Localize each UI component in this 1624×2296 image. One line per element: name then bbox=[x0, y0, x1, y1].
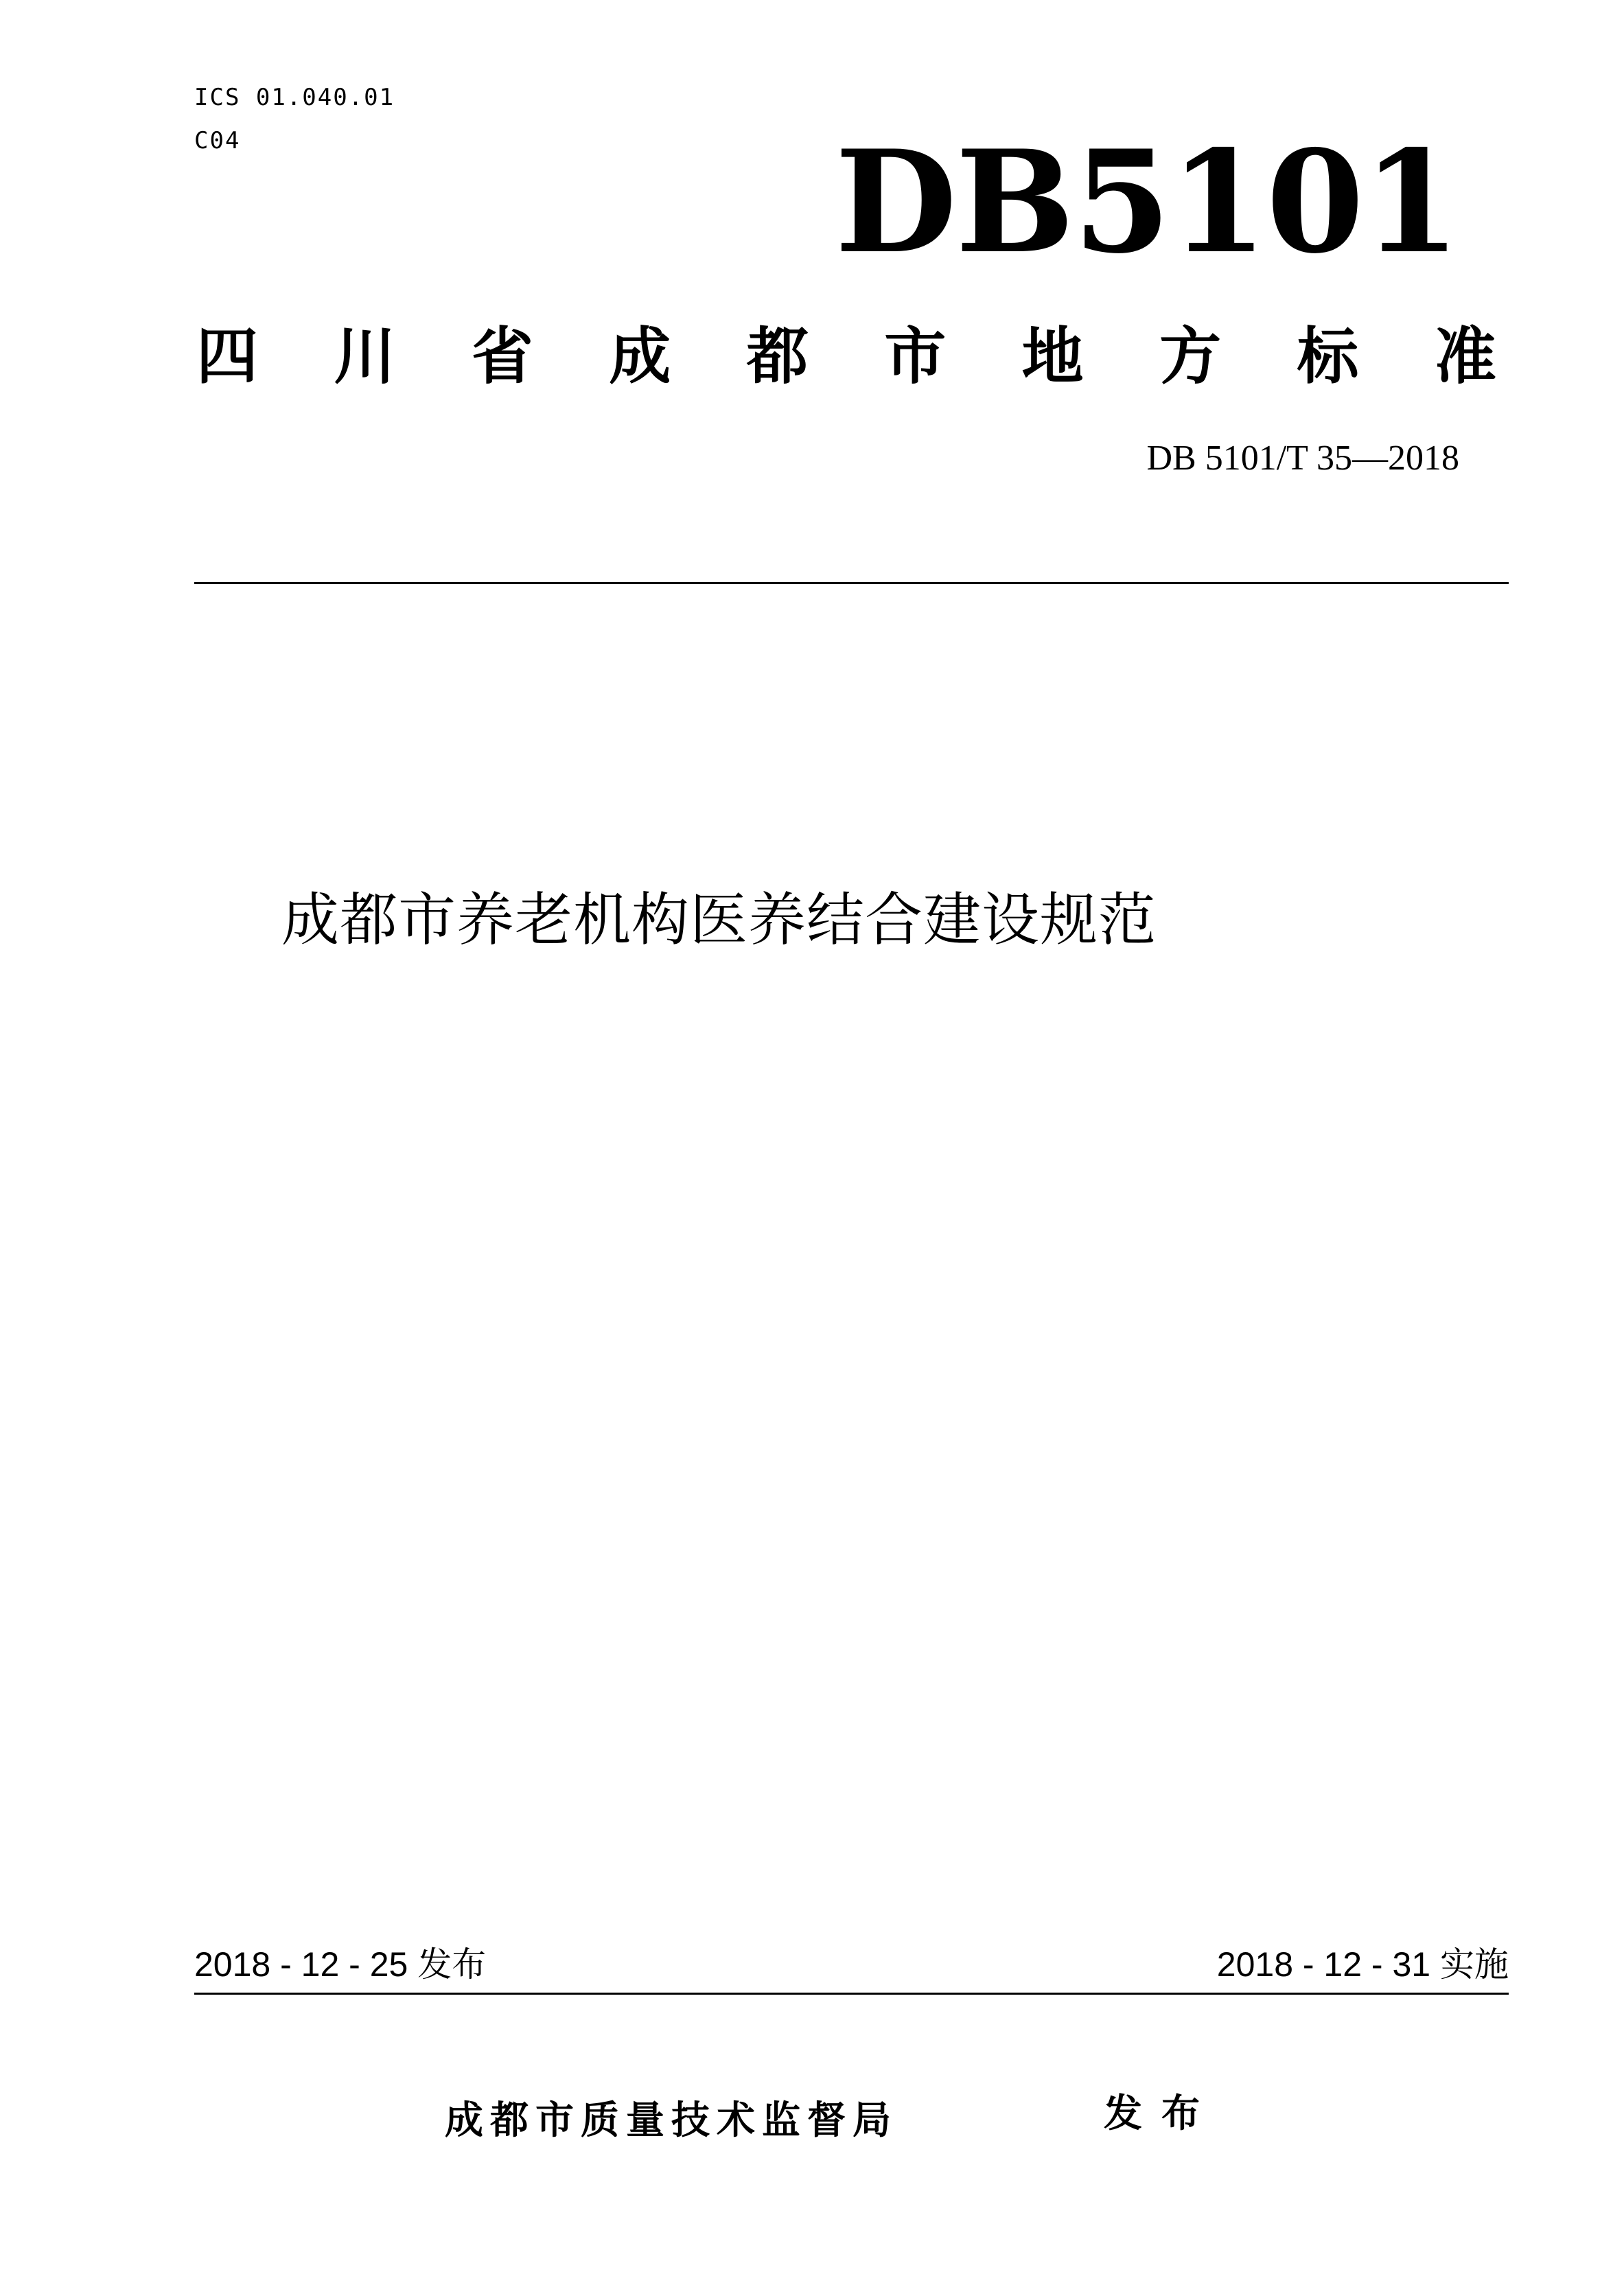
publish-date: 2018 - 12 - 25 发布 bbox=[194, 1945, 487, 1984]
standard-type-char: 川 bbox=[334, 321, 396, 393]
standard-type-char: 四 bbox=[196, 321, 258, 393]
standard-type-char: 都 bbox=[746, 321, 809, 393]
document-title: 成都市养老机构医养结合建设规范 bbox=[281, 886, 1157, 953]
standard-logo: DB5101 bbox=[835, 120, 1459, 285]
issuing-authority: 成都市质量技术监督局 bbox=[445, 2098, 898, 2143]
standard-number: DB 5101/T 35—2018 bbox=[1146, 439, 1459, 478]
header-divider bbox=[194, 582, 1509, 584]
footer-divider bbox=[194, 1993, 1509, 1995]
standard-type-char: 成 bbox=[609, 321, 671, 393]
date-row bbox=[194, 1944, 1509, 1985]
issuer-row bbox=[445, 2091, 1219, 2145]
standard-type-char: 方 bbox=[1159, 321, 1222, 393]
standard-type-heading bbox=[194, 323, 1498, 391]
effective-date: 2018 - 12 - 31 实施 bbox=[1216, 1945, 1509, 1984]
standard-type-char: 准 bbox=[1434, 321, 1496, 393]
standard-type-char: 标 bbox=[1297, 321, 1359, 393]
standard-type-char: 省 bbox=[471, 321, 533, 393]
standard-type-char: 地 bbox=[1021, 321, 1084, 393]
issue-label: 发布 bbox=[1104, 2091, 1219, 2136]
ics-code: ICS 01.040.01 bbox=[194, 84, 395, 111]
standard-type-char: 市 bbox=[884, 321, 947, 393]
classification-code: C04 bbox=[194, 127, 241, 154]
